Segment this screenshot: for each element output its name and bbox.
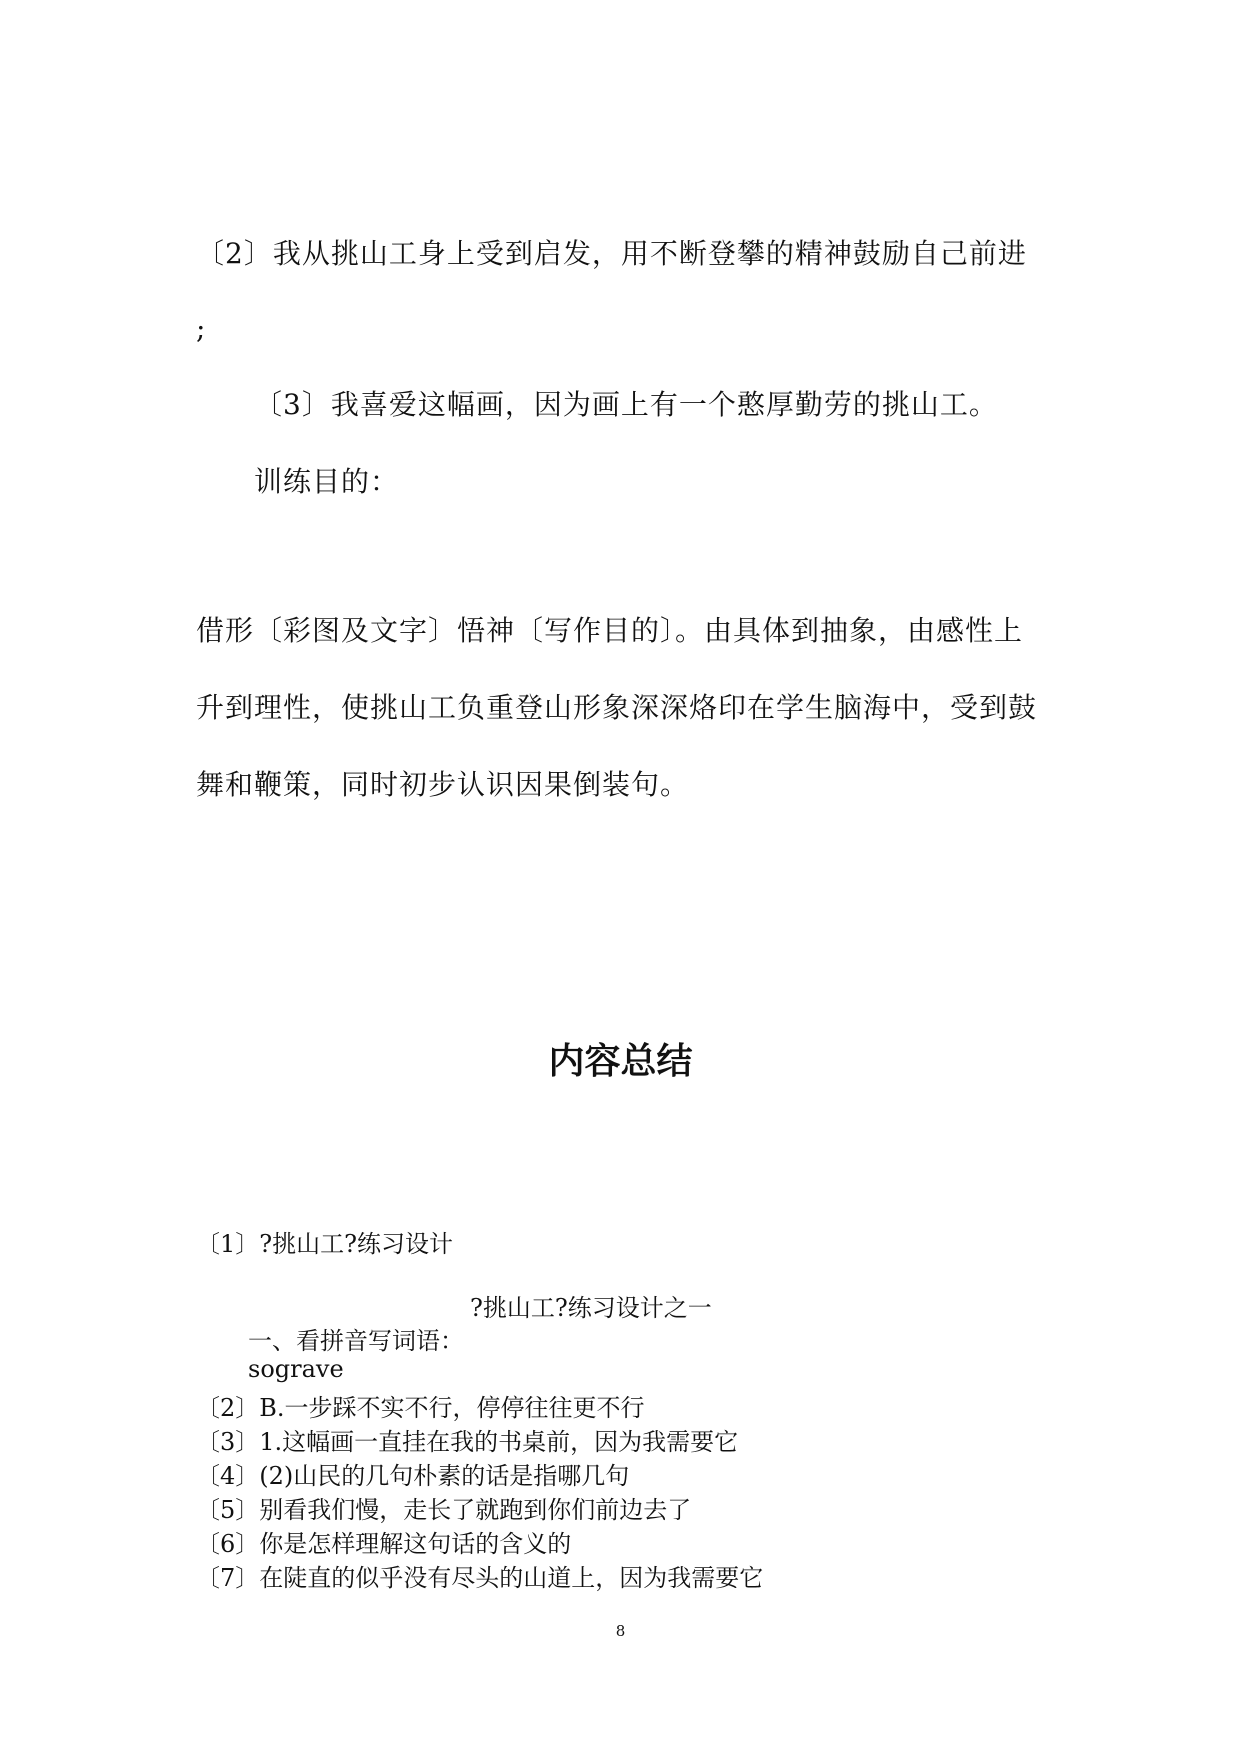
- semicolon-line: ;: [196, 312, 207, 345]
- training-purpose-label: 训练目的：: [254, 465, 400, 498]
- answer-line-2: 〔2〕我从挑山工身上受到启发，用不断登攀的精神鼓励自己前进: [196, 237, 1027, 270]
- summary-list-item: 〔2〕B.一步踩不实不行，停停往往更不行: [196, 1394, 645, 1422]
- purpose-paragraph-line: 借形〔彩图及文字〕悟神〔写作目的〕。由具体到抽象，由感性上: [196, 614, 1024, 647]
- answer-line-3: 〔3〕我喜爱这幅画，因为画上有一个憨厚勤劳的挑山工。: [254, 388, 998, 421]
- purpose-paragraph-line: 升到理性，使挑山工负重登山形象深深烙印在学生脑海中，受到鼓: [196, 691, 1038, 724]
- summary-list-item: 〔5〕别看我们慢，走长了就跑到你们前边去了: [196, 1496, 692, 1524]
- summary-list-item: 〔4〕(2)山民的几句朴素的话是指哪几句: [196, 1462, 630, 1490]
- summary-pinyin: sograve: [248, 1355, 344, 1383]
- summary-section-heading: 一、看拼音写词语：: [248, 1327, 464, 1355]
- summary-list-item: 〔6〕你是怎样理解这句话的含义的: [196, 1530, 572, 1558]
- summary-list-item: 〔7〕在陡直的似乎没有尽头的山道上，因为我需要它: [196, 1564, 764, 1592]
- purpose-paragraph-line: 舞和鞭策，同时初步认识因果倒装句。: [196, 768, 690, 801]
- summary-item-1: 〔1〕?挑山工?练习设计: [196, 1230, 454, 1258]
- summary-list-item: 〔3〕1.这幅画一直挂在我的书桌前，因为我需要它: [196, 1428, 739, 1456]
- page-number: 8: [615, 1622, 626, 1640]
- summary-title: 内容总结: [548, 1041, 693, 1082]
- summary-subtitle: ?挑山工?练习设计之一: [470, 1294, 712, 1322]
